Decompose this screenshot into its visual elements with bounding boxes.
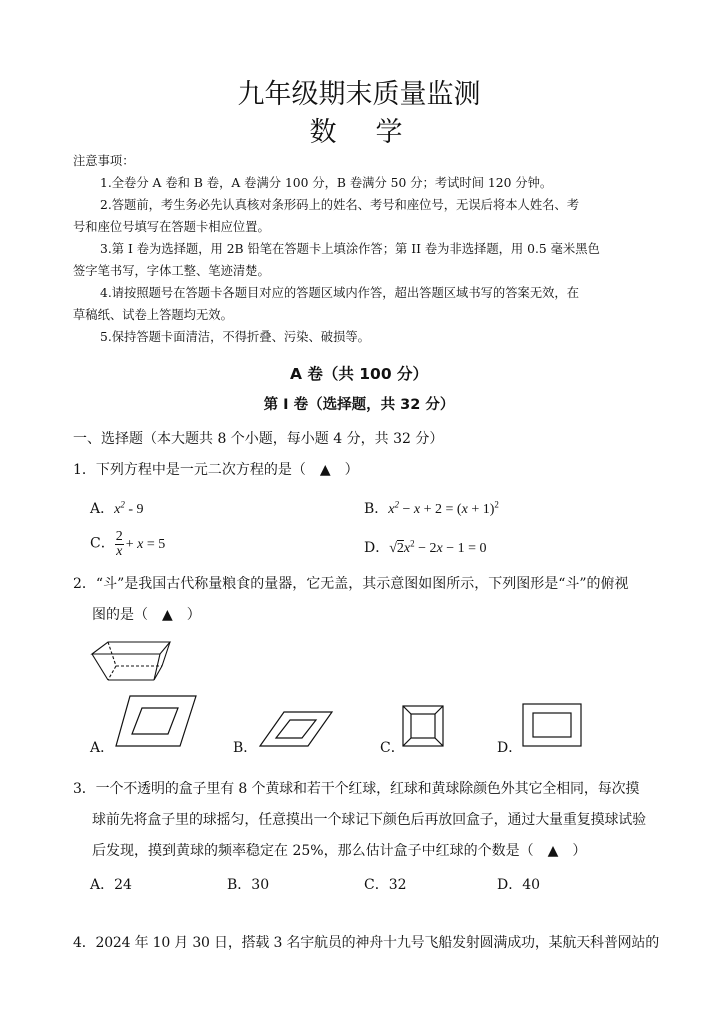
question-1-stem: 1．下列方程中是一元二次方程的是（ ▲ ） bbox=[73, 462, 359, 478]
option-label: A． bbox=[90, 501, 115, 517]
q3-option-a: A．24 bbox=[90, 877, 132, 893]
question-2-line: 2．“斗”是我国古代称量粮食的量器，它无盖，其示意图如图所示，下列图形是“斗”的俯视 bbox=[73, 576, 629, 592]
q1-a-expression: $x^2 - 9$ bbox=[114, 499, 144, 517]
q3-option-d: D．40 bbox=[497, 877, 541, 893]
subject-title: 数 学 bbox=[309, 117, 409, 148]
section-a-heading: A 卷（共 100 分） bbox=[289, 365, 429, 383]
q2-option-a-label: A． bbox=[90, 740, 115, 756]
question-2-line: 图的是（ ▲ ） bbox=[92, 607, 201, 623]
q1-d-expression: $√2x^2 - 2x - 1 = 0$ bbox=[389, 538, 487, 556]
choice-section-heading: 一、选择题（本大题共 8 个小题，每小题 4 分，共 32 分） bbox=[73, 431, 444, 447]
q1-option-a bbox=[90, 498, 144, 518]
q2-option-d-figure bbox=[521, 702, 583, 748]
dou-measure-figure bbox=[88, 632, 172, 696]
notice-item: 1.全卷分 A 卷和 B 卷，A 卷满分 100 分，B 卷满分 50 分；考试时间 120 分钟。 bbox=[100, 176, 553, 190]
question-3-line: 球前先将盒子里的球摇匀，任意摸出一个球记下颜色后再放回盒子，通过大量重复摸球试验 bbox=[92, 812, 646, 828]
notice-heading: 注意事项： bbox=[73, 154, 135, 168]
q1-c-expression: $\frac{2}{x}$ + x = 5 bbox=[115, 529, 166, 559]
notice-item: 4.请按照题号在答题卡各题目对应的答题区域内作答，超出答题区域书写的答案无效，在 bbox=[100, 286, 580, 300]
q2-option-a-figure bbox=[114, 692, 198, 750]
notice-item: 2.答题前，考生务必先认真核对条形码上的姓名、考号和座位号，无误后将本人姓名、考 bbox=[100, 198, 580, 212]
question-3-line: 3．一个不透明的盒子里有 8 个黄球和若干个红球，红球和黄球除颜色外其它全相同，每次摸 bbox=[73, 781, 640, 797]
q3-option-c: C．32 bbox=[364, 877, 407, 893]
q1-option-d bbox=[364, 537, 487, 557]
q2-option-b-figure bbox=[258, 710, 334, 748]
question-4-line: 4．2024 年 10 月 30 日，搭载 3 名宇航员的神舟十九号飞船发射圆满成功，某航天科普网站的 bbox=[73, 935, 660, 951]
option-label: C． bbox=[90, 535, 115, 552]
notice-item: 号和座位号填写在答题卡相应位置。 bbox=[73, 220, 270, 234]
q1-option-b bbox=[364, 498, 499, 518]
q2-option-c-figure bbox=[401, 704, 445, 748]
notice-item: 草稿纸、试卷上答题均无效。 bbox=[73, 308, 233, 322]
notice-item: 3.第 I 卷为选择题，用 2B 铅笔在答题卡上填涂作答；第 II 卷为非选择题，用 0.5 毫米黑色 bbox=[100, 242, 600, 256]
option-label: D． bbox=[364, 540, 390, 556]
notice-item: 签字笔书写，字体工整、笔迹清楚。 bbox=[73, 264, 270, 278]
notice-item: 5.保持答题卡面清洁，不得折叠、污染、破损等。 bbox=[100, 330, 370, 344]
q2-option-d-label: D． bbox=[497, 740, 523, 756]
exam-title: 九年级期末质量监测 bbox=[237, 79, 481, 110]
q2-option-b-label: B． bbox=[233, 740, 258, 756]
part-one-heading: 第 I 卷（选择题，共 32 分） bbox=[263, 397, 455, 413]
q1-option-c bbox=[90, 530, 165, 559]
q3-option-b: B．30 bbox=[227, 877, 270, 893]
q2-option-c-label: C． bbox=[380, 740, 405, 756]
option-label: B． bbox=[364, 501, 389, 517]
question-3-line: 后发现，摸到黄球的频率稳定在 25%，那么估计盒子中红球的个数是（ ▲ ） bbox=[92, 843, 587, 859]
q1-b-expression: $x^2 - x + 2 = (x + 1)^2$ bbox=[388, 499, 499, 517]
